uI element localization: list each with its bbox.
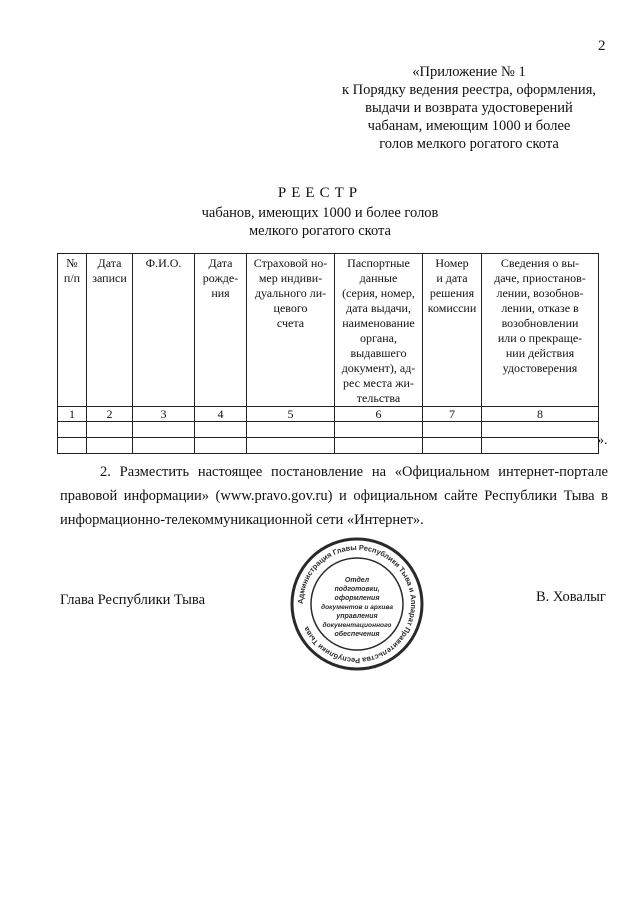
- column-header-line: лении, возобнов-: [496, 286, 584, 300]
- column-header: [335, 254, 423, 407]
- appendix-line: чабанам, имеющим 1000 и более: [367, 118, 571, 134]
- stamp-inner-line: оформления: [334, 595, 380, 602]
- closing-quote: ».: [597, 433, 608, 448]
- column-header-line: записи: [92, 271, 127, 285]
- column-header: [423, 254, 482, 407]
- column-header-line: удостоверения: [502, 361, 578, 375]
- table-cell: [247, 422, 335, 438]
- column-header-line: п/п: [63, 271, 81, 285]
- column-header-line: ния: [211, 286, 230, 300]
- page-number: 2: [598, 38, 606, 54]
- column-header-line: комиссии: [427, 301, 477, 315]
- appendix-line: выдачи и возврата удостоверений: [365, 100, 573, 116]
- table-cell: [482, 422, 599, 438]
- stamp-outer-text: Администрация Главы Республики Тыва и Аппарат Правительства Республики Тыва: [295, 542, 419, 666]
- column-header-line: (серия, номер,: [342, 286, 415, 300]
- column-header-line: даче, приостанов-: [494, 271, 586, 285]
- column-header-line: дата выдачи,: [346, 301, 411, 315]
- table-cell: [195, 438, 247, 454]
- column-header-line: выдавшего: [350, 346, 407, 360]
- table-cell: [423, 422, 482, 438]
- table-cell: [482, 438, 599, 454]
- column-header: [195, 254, 247, 407]
- column-header-line: дуального ли-: [254, 286, 327, 300]
- column-header-line: Дата: [208, 256, 233, 270]
- column-header-line: решения: [429, 286, 475, 300]
- appendix-line: к Порядку ведения реестра, оформления,: [342, 82, 596, 98]
- column-header-line: №: [66, 256, 78, 270]
- column-header: [58, 254, 87, 407]
- registry-subtitle-line: чабанов, имеющих 1000 и более голов: [201, 205, 439, 221]
- table-cell: [133, 438, 195, 454]
- column-number-row: [58, 407, 599, 422]
- column-number: 7: [423, 407, 482, 422]
- stamp-inner-line: документов и архива: [321, 604, 393, 611]
- table-cell: [87, 438, 133, 454]
- table-cell: [335, 422, 423, 438]
- column-header-line: Паспортные: [347, 256, 410, 270]
- column-header-line: тельства: [356, 391, 401, 405]
- table-cell: [58, 438, 87, 454]
- table-cell: [423, 438, 482, 454]
- column-number: 3: [133, 407, 195, 422]
- registry-table: [57, 253, 599, 454]
- column-header: [482, 254, 599, 407]
- column-header: [247, 254, 335, 407]
- column-header-line: Сведения о вы-: [500, 256, 580, 270]
- column-number: 5: [247, 407, 335, 422]
- column-header-line: данные: [359, 271, 398, 285]
- table-row: [58, 422, 599, 438]
- column-header: [133, 254, 195, 407]
- column-header-line: Страховой но-: [253, 256, 328, 270]
- table-header-row: [58, 254, 599, 407]
- column-number: 6: [335, 407, 423, 422]
- column-header-line: документ), ад-: [341, 361, 416, 375]
- column-header-line: лении, отказе в: [501, 301, 579, 315]
- paragraph-publication: 2. Разместить настоящее постановление на «Официальном интернет-портале правовой информации» (www.pravo.gov.ru) и официальном сайте Республики Тыва в информационно-телекоммуникационной сети «Интернет».: [60, 464, 608, 528]
- column-header-line: и дата: [436, 271, 468, 285]
- stamp-inner-line: документационного: [322, 622, 392, 629]
- column-header-line: Дата: [97, 256, 122, 270]
- table-cell: [87, 422, 133, 438]
- registry-subtitle-line: мелкого рогатого скота: [249, 223, 391, 239]
- column-number: 4: [195, 407, 247, 422]
- column-header-line: органа,: [360, 331, 397, 345]
- stamp-inner-line: управления: [336, 613, 378, 620]
- stamp-inner-line: Отдел: [344, 577, 370, 584]
- registry-subtitle: [0, 204, 640, 240]
- stamp-inner-line: обеспечения: [334, 631, 380, 638]
- column-header: [87, 254, 133, 407]
- column-header-line: наименование: [342, 316, 415, 330]
- appendix-heading: [330, 63, 608, 153]
- signer-name: В. Ховалыг: [536, 589, 606, 605]
- column-header-line: возобновлении: [501, 316, 579, 330]
- official-stamp: [289, 536, 425, 672]
- table-cell: [133, 422, 195, 438]
- stamp-inner-line: подготовки,: [334, 586, 380, 593]
- column-header-line: рожде-: [202, 271, 239, 285]
- table-cell: [335, 438, 423, 454]
- column-header-line: или о прекраще-: [497, 331, 583, 345]
- column-header-line: мер индиви-: [258, 271, 323, 285]
- table-cell: [247, 438, 335, 454]
- column-header-line: счета: [276, 316, 305, 330]
- table-cell: [58, 422, 87, 438]
- column-header-line: цевого: [273, 301, 308, 315]
- signer-title: Глава Республики Тыва: [60, 592, 206, 608]
- column-number: 1: [58, 407, 87, 422]
- appendix-line: «Приложение № 1: [412, 64, 526, 80]
- table-cell: [195, 422, 247, 438]
- column-header-line: рес места жи-: [343, 376, 414, 390]
- column-header-line: Номер: [435, 256, 469, 270]
- column-header-line: нии действия: [505, 346, 575, 360]
- table-row: [58, 438, 599, 454]
- appendix-line: голов мелкого рогатого скота: [379, 136, 559, 152]
- column-number: 2: [87, 407, 133, 422]
- registry-title: РЕЕСТР: [277, 185, 363, 201]
- column-header-line: Ф.И.О.: [145, 256, 182, 270]
- column-number: 8: [482, 407, 599, 422]
